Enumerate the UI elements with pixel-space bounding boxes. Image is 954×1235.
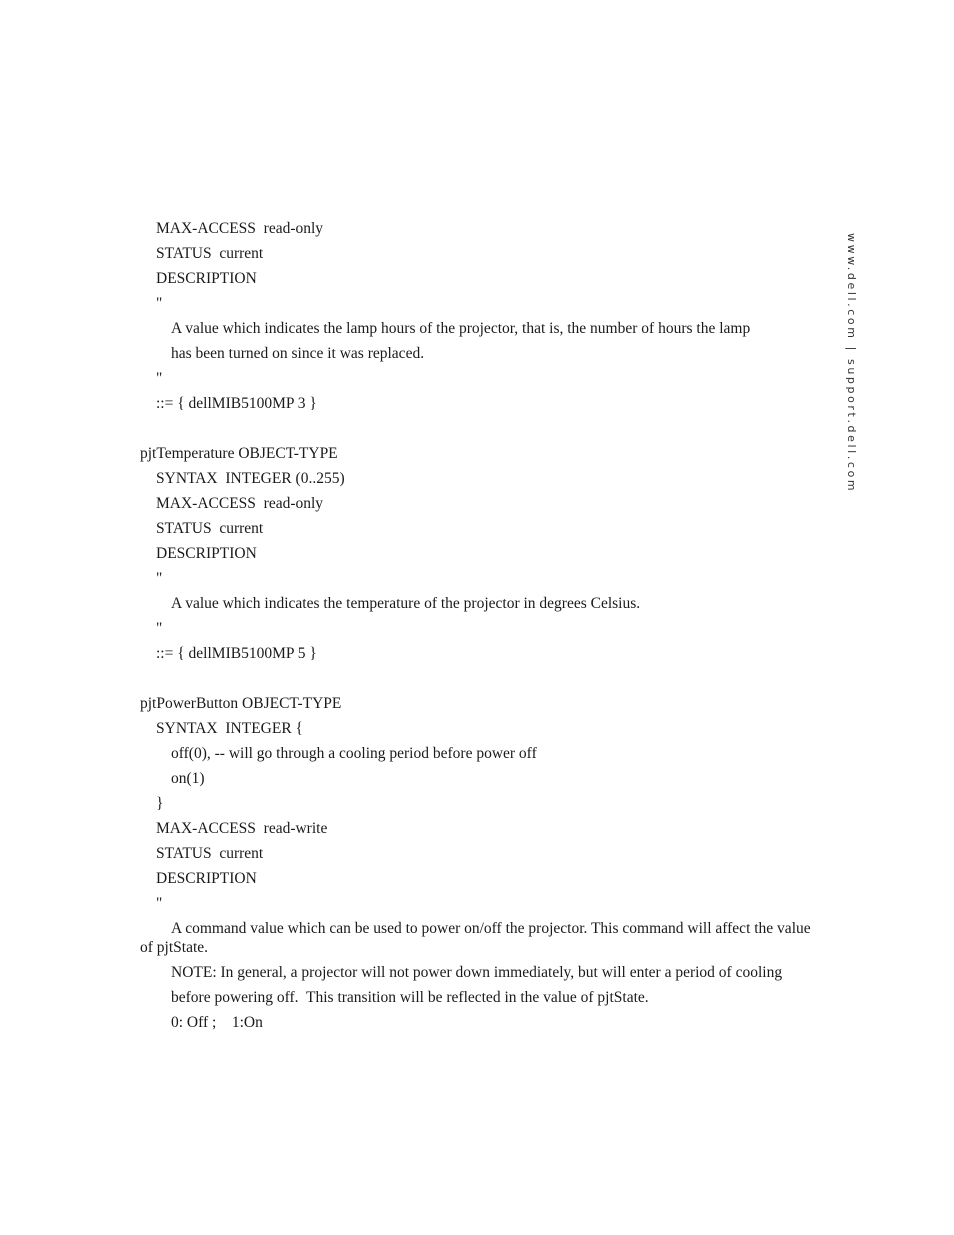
power-button-option-on: on(1) <box>171 770 205 787</box>
temperature-status: STATUS current <box>156 520 264 537</box>
spacer <box>140 416 820 441</box>
temperature-header: pjtTemperature OBJECT-TYPE <box>140 445 338 462</box>
power-button-brace-close: } <box>156 795 164 812</box>
lamp-quote-open: " <box>156 295 163 312</box>
power-button-option-off: off(0), -- will go through a cooling period before power off <box>171 745 537 762</box>
power-button-note-line-2: before powering off. This transition will be reflected in the value of pjtState. <box>171 989 649 1006</box>
lamp-quote-close: " <box>156 370 163 387</box>
power-button-status: STATUS current <box>156 845 264 862</box>
temperature-assignment: ::= { dellMIB5100MP 5 } <box>156 645 317 662</box>
power-button-header: pjtPowerButton OBJECT-TYPE <box>140 695 342 712</box>
lamp-description-label: DESCRIPTION <box>156 270 257 287</box>
power-button-description-label: DESCRIPTION <box>156 870 257 887</box>
power-button-syntax: SYNTAX INTEGER { <box>156 720 303 737</box>
lamp-status: STATUS current <box>156 245 264 262</box>
lamp-assignment: ::= { dellMIB5100MP 3 } <box>156 395 317 412</box>
power-button-note-line-1: NOTE: In general, a projector will not power down immediately, but will enter a period of cooling <box>171 964 783 981</box>
temperature-description-line-1: A value which indicates the temperature of the projector in degrees Celsius. <box>171 595 641 612</box>
temperature-syntax: SYNTAX INTEGER (0..255) <box>156 470 345 487</box>
lamp-description-line-1: A value which indicates the lamp hours of the projector, that is, the number of hours the lamp <box>171 320 751 337</box>
temperature-quote-open: " <box>156 570 163 587</box>
lamp-max-access: MAX-ACCESS read-only <box>156 220 324 237</box>
power-button-max-access: MAX-ACCESS read-write <box>156 820 328 837</box>
power-button-quote-open: " <box>156 895 163 912</box>
mib-listing <box>140 216 820 1035</box>
side-url-text: www.dell.com | support.dell.com <box>845 233 858 494</box>
temperature-quote-close: " <box>156 620 163 637</box>
spacer <box>140 666 820 691</box>
lamp-description-line-2: has been turned on since it was replaced. <box>171 345 425 362</box>
temperature-description-label: DESCRIPTION <box>156 545 257 562</box>
power-button-description-paragraph: A command value which can be used to power on/off the projector. This command will affect the value of pjtState. <box>140 920 811 956</box>
temperature-max-access: MAX-ACCESS read-only <box>156 495 324 512</box>
power-button-values: 0: Off ; 1:On <box>171 1014 263 1031</box>
